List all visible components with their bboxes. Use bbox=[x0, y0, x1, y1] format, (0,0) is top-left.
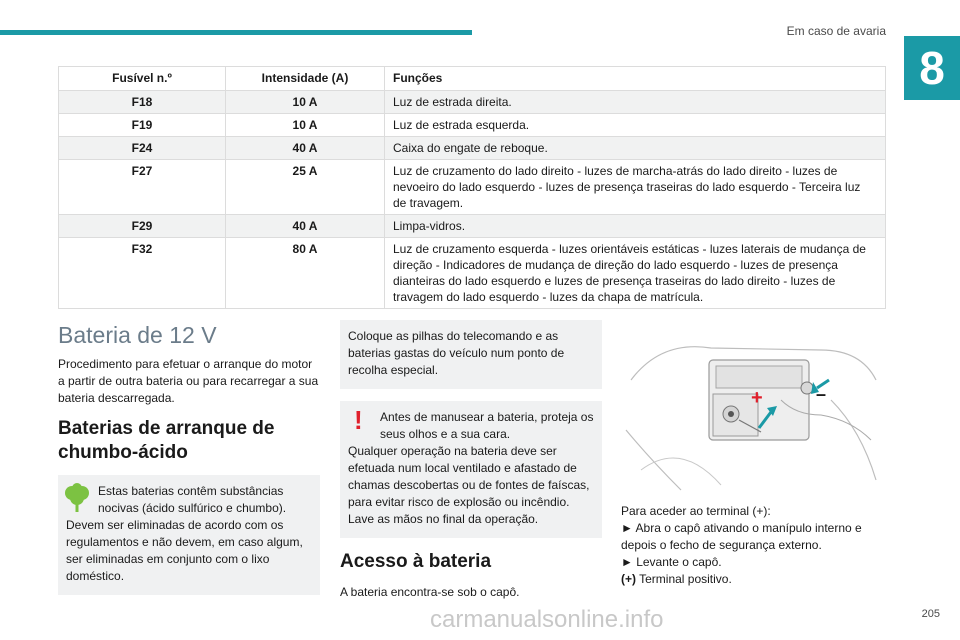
header-functions: Funções bbox=[385, 67, 886, 91]
table-row bbox=[59, 114, 886, 137]
table-row bbox=[59, 238, 886, 309]
column-battery-terminal bbox=[621, 320, 883, 588]
fuse-function: Caixa do engate de reboque. bbox=[385, 137, 886, 160]
battery-access-text: A bateria encontra-se sob o capô. bbox=[340, 585, 520, 599]
eco-note-text: Devem ser eliminadas de acordo com os regulamentos e não devem, em caso algum, ser eliminadas em conjunto com o lixo doméstico. bbox=[66, 518, 303, 583]
lead-acid-title: Baterias de arranque de chumbo-ácido bbox=[58, 418, 275, 463]
section-title: Em caso de avaria bbox=[786, 24, 886, 38]
warning-text: Qualquer operação na bateria deve ser efetuada num local ventilado e afastado de chamas descobertas ou de fontes de faíscas, para evitar risco de explosão ou incêndio. bbox=[348, 444, 590, 509]
watermark: carmanualsonline.info bbox=[430, 606, 664, 633]
column-battery-intro bbox=[58, 320, 320, 607]
fuse-intensity: 40 A bbox=[226, 215, 385, 238]
header-fuse-number: Fusível n.º bbox=[59, 67, 226, 91]
positive-terminal-label: + bbox=[751, 387, 763, 409]
warning-end-text: Lave as mãos no final da operação. bbox=[348, 512, 539, 526]
step-open-bonnet: ► Abra o capô ativando o manípulo interno e depois o fecho de segurança externo. bbox=[621, 521, 862, 552]
fuse-number: F32 bbox=[59, 238, 226, 309]
fuse-number: F19 bbox=[59, 114, 226, 137]
warning-box bbox=[340, 401, 602, 538]
table-row bbox=[59, 137, 886, 160]
eco-note-box bbox=[58, 475, 320, 595]
fuse-number: F24 bbox=[59, 137, 226, 160]
fuse-function: Limpa-vidros. bbox=[385, 215, 886, 238]
fuse-number: F27 bbox=[59, 160, 226, 215]
header-intensity: Intensidade (A) bbox=[226, 67, 385, 91]
warning-lead: Antes de manusear a bateria, proteja os seus olhos e a sua cara. bbox=[380, 410, 594, 441]
legend-positive-terminal bbox=[621, 571, 883, 588]
column-battery-safety bbox=[340, 320, 602, 601]
exclamation-icon: ! bbox=[354, 405, 363, 435]
fuse-function: Luz de cruzamento esquerda - luzes orientáveis estáticas - luzes laterais de mudança de direção - Indicadores de mudança de direção do lado esquerdo - luzes de presença dianteiras do lado esquerdo e luzes de presença traseiras do lado direito - luzes de travagem do lado esquerdo - luzes da chapa de matrícula. bbox=[385, 238, 886, 309]
page-number: 205 bbox=[921, 608, 940, 620]
table-row bbox=[59, 91, 886, 114]
leaf-tree-icon bbox=[64, 483, 90, 513]
fuse-intensity: 80 A bbox=[226, 238, 385, 309]
legend-key: (+) bbox=[621, 572, 636, 586]
fuse-function: Luz de cruzamento do lado direito - luzes de marcha-atrás do lado direito - luzes de nevoeiro do lado esquerdo - luzes de presença traseiras do lado esquerdo - Terceira luz de travagem. bbox=[385, 160, 886, 215]
fuse-intensity: 25 A bbox=[226, 160, 385, 215]
table-row bbox=[59, 215, 886, 238]
table-row bbox=[59, 160, 886, 215]
fuse-table bbox=[58, 66, 886, 309]
fuse-intensity: 10 A bbox=[226, 114, 385, 137]
fuse-function: Luz de estrada direita. bbox=[385, 91, 886, 114]
fuse-intensity: 40 A bbox=[226, 137, 385, 160]
recycling-note-box bbox=[340, 320, 602, 389]
engine-bay-illustration bbox=[621, 320, 883, 495]
battery-access-title: Acesso à bateria bbox=[340, 551, 492, 572]
recycling-note-text: Coloque as pilhas do telecomando e as baterias gastas do veículo num ponto de recolha especial. bbox=[348, 329, 565, 377]
fuse-intensity: 10 A bbox=[226, 91, 385, 114]
table-header-row bbox=[59, 67, 886, 91]
fuse-number: F29 bbox=[59, 215, 226, 238]
battery-intro-text: Procedimento para efetuar o arranque do motor a partir de outra bateria ou para recarregar a sua bateria descarregada. bbox=[58, 357, 319, 405]
terminal-access-line: Para aceder ao terminal (+): bbox=[621, 504, 771, 518]
chapter-tab: 8 bbox=[904, 36, 960, 100]
header-accent-bar bbox=[0, 30, 472, 35]
negative-terminal-label: – bbox=[816, 384, 827, 404]
legend-text: Terminal positivo. bbox=[636, 572, 732, 586]
eco-note-lead: Estas baterias contêm substâncias nocivas (ácido sulfúrico e chumbo). bbox=[98, 484, 287, 515]
step-lift-bonnet: ► Levante o capô. bbox=[621, 555, 722, 569]
battery-title: Bateria de 12 V bbox=[58, 322, 217, 348]
fuse-number: F18 bbox=[59, 91, 226, 114]
fuse-function: Luz de estrada esquerda. bbox=[385, 114, 886, 137]
